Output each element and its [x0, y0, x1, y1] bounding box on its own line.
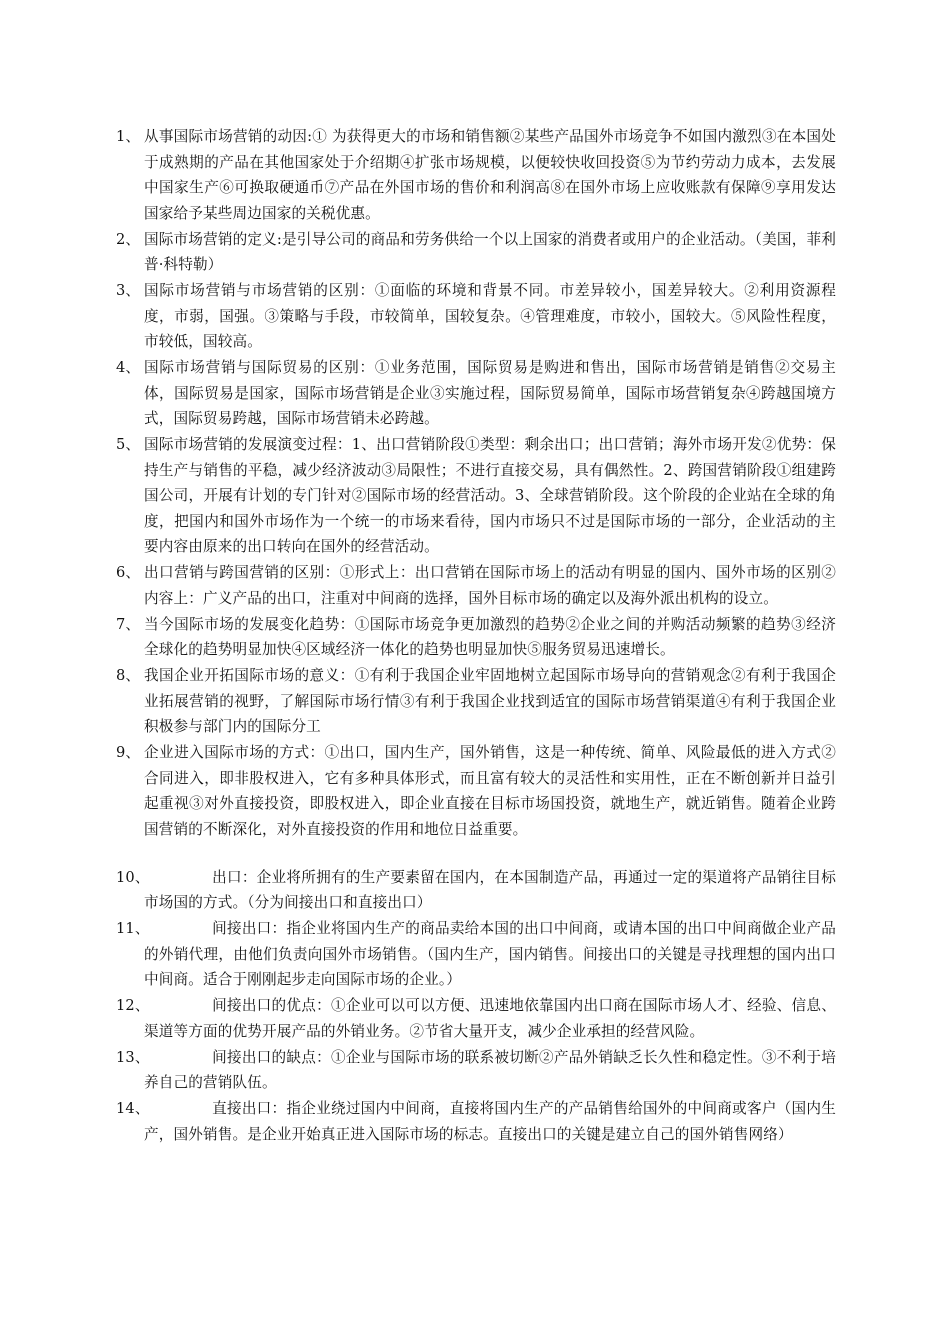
item-text: 我国企业开拓国际市场的意义：①有利于我国企业牢固地树立起国际市场导向的营销观念②有利于我国企业拓展营销的视野，了解国际市场行情③有利于我国企业找到适宜的国际市场营销渠道④有利于我国企业积极参与部门内的国际分工 [144, 667, 836, 735]
numbered-list [116, 124, 836, 1148]
item-number: 2、 [116, 230, 141, 248]
list-item [116, 355, 836, 432]
item-text: 间接出口的缺点：①企业与国际市场的联系被切断②产品外销缺乏长久性和稳定性。③不利于培养自己的营销队伍。 [144, 1048, 836, 1091]
list-item [116, 124, 836, 226]
item-number: 6、 [116, 564, 141, 581]
list-item [116, 663, 836, 740]
item-text: 出口：企业将所拥有的生产要素留在国内，在本国制造产品，再通过一定的渠道将产品销往目标市场国的方式。（分为间接出口和直接出口） [144, 868, 836, 911]
item-number: 5、 [116, 436, 141, 453]
item-number: 3、 [116, 282, 141, 299]
item-number: 10、 [116, 868, 150, 886]
item-number: 1、 [116, 128, 141, 145]
item-number: 8、 [116, 667, 141, 684]
item-text: 国际市场营销与市场营销的区别：①面临的环境和背景不同。市差异较小，国差异较大。②利用资源程度，市弱，国强。③策略与手段，市较简单，国较复杂。④管理难度，市较小，国较大。⑤风险性程度，市较低，国较高。 [144, 282, 836, 350]
item-text: 企业进入国际市场的方式：①出口，国内生产，国外销售，这是一种传统、简单、风险最低的进入方式②合同进入，即非股权进入，它有多种具体形式，而且富有较大的灵活性和实用性，正在不断创新并日益引起重视③对外直接投资，即股权进入，即企业直接在目标市场国投资，就地生产，就近销售。随着企业跨国营销的不断深化，对外直接投资的作用和地位日益重要。 [144, 744, 836, 838]
item-number: 4、 [116, 359, 141, 376]
item-number: 14、 [116, 1100, 150, 1117]
item-text: 国际市场营销的定义:是引导公司的商品和劳务供给一个以上国家的消费者或用户的企业活动。（美国，菲利普·科特勒） [144, 230, 836, 273]
item-number: 7、 [116, 615, 141, 633]
paragraph-gap [116, 843, 836, 865]
list-item [116, 740, 836, 842]
item-number: 11、 [116, 920, 150, 937]
list-item [116, 560, 836, 611]
list-item [116, 865, 836, 916]
list-item [116, 227, 836, 278]
item-text: 间接出口的优点：①企业可以可以方便、迅速地依靠国内出口商在国际市场人才、经验、信息、渠道等方面的优势开展产品的外销业务。②节省大量开支，减少企业承担的经营风险。 [144, 997, 836, 1040]
list-item [116, 993, 836, 1044]
list-item [116, 1045, 836, 1096]
list-item [116, 612, 836, 663]
item-number: 9、 [116, 744, 141, 761]
item-text: 出口营销与跨国营销的区别：①形式上：出口营销在国际市场上的活动有明显的国内、国外市场的区别②内容上：广义产品的出口，注重对中间商的选择，国外目标市场的确定以及海外派出机构的设立。 [144, 564, 836, 607]
item-text: 直接出口：指企业绕过国内中间商，直接将国内生产的产品销售给国外的中间商或客户（国内生产，国外销售。是企业开始真正进入国际市场的标志。直接出口的关键是建立自己的国外销售网络） [144, 1100, 836, 1143]
item-text: 从事国际市场营销的动因:① 为获得更大的市场和销售额②某些产品国外市场竞争不如国内激烈③在本国处于成熟期的产品在其他国家处于介绍期④扩张市场规模，以便较快收回投资⑤为节约劳动力成本，去发展中国家生产⑥可换取硬通币⑦产品在外国市场的售价和利润高⑧在国外市场上应收账款有保障⑨享用发达国家给予某些周边国家的关税优惠。 [144, 128, 836, 222]
list-item [116, 278, 836, 355]
item-text: 国际市场营销的发展演变过程：1、出口营销阶段①类型：剩余出口；出口营销；海外市场开发②优势：保持生产与销售的平稳，减少经济波动③局限性；不进行直接交易，具有偶然性。2、跨国营销阶段①组建跨国公司，开展有计划的专门针对②国际市场的经营活动。3、全球营销阶段。这个阶段的企业站在全球的角度，把国内和国外市场作为一个统一的市场来看待，国内市场只不过是国际市场的一部分，企业活动的主要内容由原来的出口转向在国外的经营活动。 [144, 436, 836, 555]
item-text: 间接出口：指企业将国内生产的商品卖给本国的出口中间商，或请本国的出口中间商做企业产品的外销代理，由他们负责向国外市场销售。（国内生产，国内销售。间接出口的关键是寻找理想的国内出口中间商。适合于刚刚起步走向国际市场的企业。） [144, 920, 836, 988]
item-number: 12、 [116, 997, 150, 1014]
item-text: 国际市场营销与国际贸易的区别：①业务范围，国际贸易是购进和售出，国际市场营销是销售②交易主体，国际贸易是国家，国际市场营销是企业③实施过程，国际贸易简单，国际市场营销复杂④跨越国境方式，国际贸易跨越，国际市场营销未必跨越。 [144, 359, 836, 427]
list-item [116, 1096, 836, 1147]
list-item [116, 916, 836, 993]
item-number: 13、 [116, 1048, 150, 1066]
list-item [116, 432, 836, 560]
item-text: 当今国际市场的发展变化趋势：①国际市场竞争更加激烈的趋势②企业之间的并购活动频繁的趋势③经济全球化的趋势明显加快④区域经济一体化的趋势也明显加快⑤服务贸易迅速增长。 [144, 615, 836, 658]
